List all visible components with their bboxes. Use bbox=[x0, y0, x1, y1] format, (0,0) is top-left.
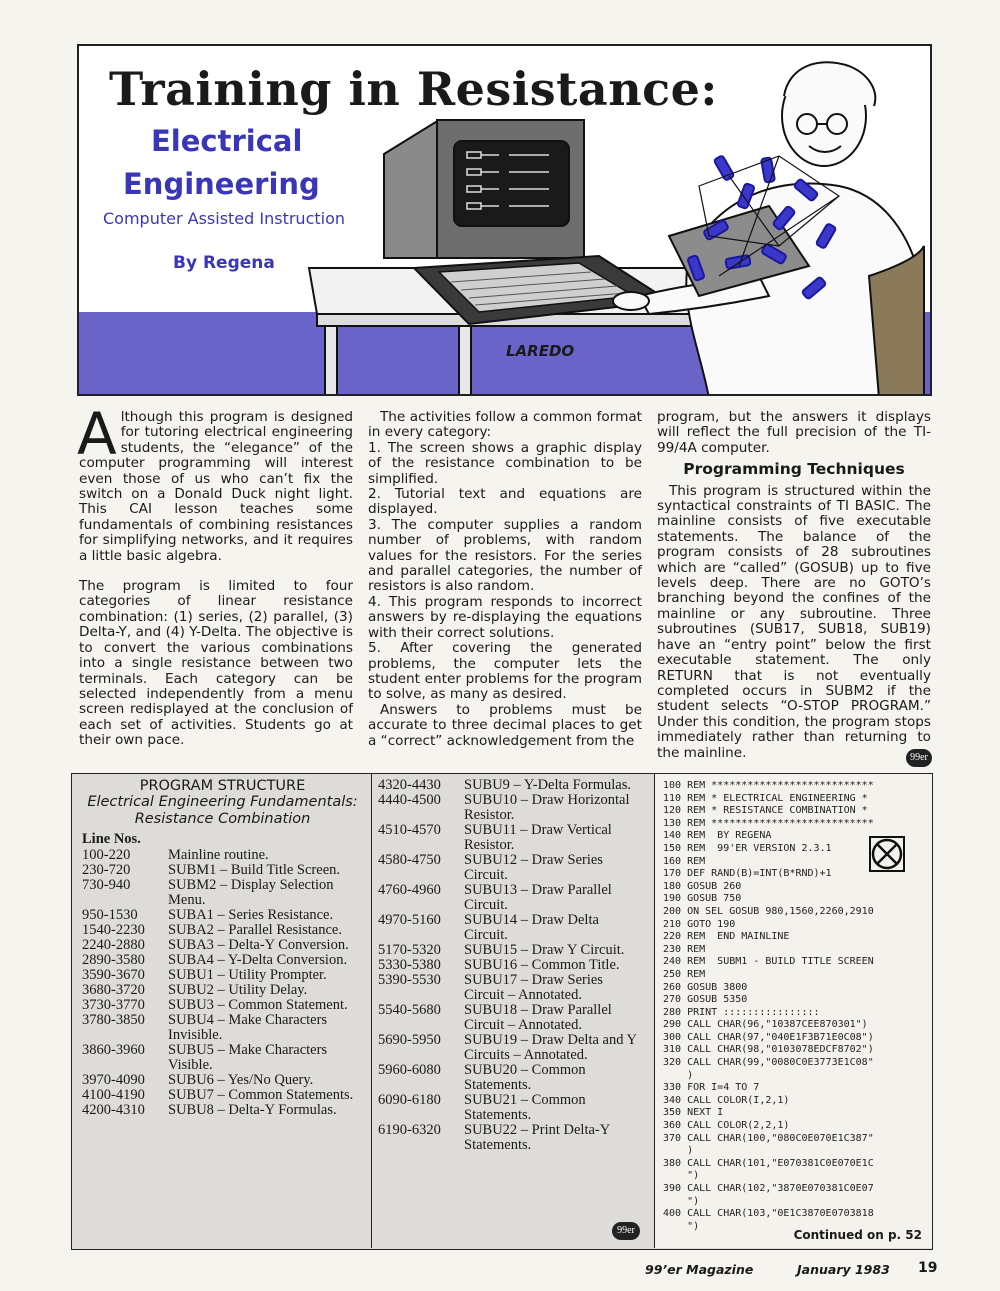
structure-row bbox=[378, 883, 646, 913]
routine-description: SUBU6 – Yes/No Query. bbox=[168, 1072, 314, 1088]
routine-description: SUBU16 – Common Title. bbox=[464, 957, 620, 973]
structure-row bbox=[378, 1063, 646, 1093]
structure-rows-left bbox=[82, 848, 363, 1118]
routine-description: SUBU21 – Common Statements. bbox=[464, 1092, 586, 1123]
paragraph: Answers to problems must be accurate to three decimal places to get a “correct” acknowledgement from the bbox=[368, 701, 642, 749]
routine-description: SUBU18 – Draw Parallel Circuit – Annotated. bbox=[464, 1002, 612, 1033]
dropcap: A bbox=[77, 400, 117, 468]
routine-description: SUBU15 – Draw Y Circuit. bbox=[464, 942, 625, 958]
structure-row bbox=[378, 973, 646, 1003]
routine-description: SUBU13 – Draw Parallel Circuit. bbox=[464, 882, 612, 913]
line-range: 3680-3720 bbox=[82, 982, 145, 998]
routine-description: SUBM1 – Build Title Screen. bbox=[168, 862, 341, 878]
line-range: 230-720 bbox=[82, 862, 131, 878]
routine-description: SUBU1 – Utility Prompter. bbox=[168, 967, 327, 983]
line-range: 4580-4750 bbox=[378, 852, 441, 868]
structure-row bbox=[378, 943, 646, 958]
subtitle-electrical: Electrical bbox=[151, 124, 303, 158]
routine-description: SUBA3 – Delta-Y Conversion. bbox=[168, 937, 349, 953]
structure-row bbox=[378, 1123, 646, 1153]
structure-rows-right bbox=[378, 778, 646, 1153]
routine-description: SUBU7 – Common Statements. bbox=[168, 1087, 354, 1103]
routine-description: SUBU9 – Y-Delta Formulas. bbox=[464, 777, 632, 793]
header-banner bbox=[77, 44, 932, 396]
paragraph-text: lthough this program is designed for tutoring electrical engineering students, the “elegance” of the computer programming will interest even those of us who can’t fix the switch on a Donald Duck night light. This CAI lesson teaches some fundamentals of combining resistances for simplifying networks, and it requires a little basic algebra. bbox=[79, 409, 353, 564]
magazine-logo: 99er bbox=[612, 1222, 640, 1240]
paragraph: The program is limited to four categories of linear resistance combination: (1) series, (2) parallel, (3) Delta-Y, and (4) Y-Delta. The objective is to convert the various combinations into a single resistance between two terminals. Each category can be selected independently from a menu screen redisplayed at the conclusion of each set of activities. Students go at their own pace. bbox=[79, 578, 353, 749]
structure-row bbox=[82, 1073, 363, 1088]
structure-row bbox=[82, 1103, 363, 1118]
line-range: 3780-3850 bbox=[82, 1012, 145, 1028]
code-text: 100 REM *************************** 110 REM * ELECTRICAL ENGINEERING * 120 REM * RESISTANCE COMBINATION * 130 REM *************************** 140 REM BY REGENA 150 REM 99'ER VERSION 2.3.1 160 REM 170 DEF RAND(B)=INT(B*RND)+1 180 GOSUB 260 190 GOSUB 750 200 ON SEL GOSUB 980,1560,2260,2910 210 GOTO 190 220 REM END MAINLINE 230 REM 240 REM SUBM1 - BUILD TITLE SCREEN 250 REM 260 GOSUB 3800 270 GOSUB 5350 280 PRINT :::::::::::::::: 290 CALL CHAR(96,"10387CEE870301") 300 CALL CHAR(97,"040E1F3B71E0C08") 310 CALL CHAR(98,"0103078EDCF8702") 320 CALL CHAR(99,"0080C0E3773E1C08" ) 330 FOR I=4 TO 7 340 CALL COLOR(I,2,1) 350 NEXT I 360 CALL COLOR(2,2,1) 370 CALL CHAR(100,"080C0E070E1C387" ) 380 CALL CHAR(101,"E070381C0E070E1C ") 390 CALL CHAR(102,"3870E070381C0E07 ") 400 CALL CHAR(103,"0E1C3870E0703818 ") bbox=[663, 780, 874, 1232]
structure-row bbox=[82, 878, 363, 908]
structure-row bbox=[82, 1088, 363, 1103]
line-range: 730-940 bbox=[82, 877, 131, 893]
line-range: 3970-4090 bbox=[82, 1072, 145, 1088]
byline: By Regena bbox=[173, 253, 275, 273]
structure-row bbox=[378, 1033, 646, 1063]
article-column-1 bbox=[77, 400, 353, 764]
program-structure-left bbox=[72, 774, 372, 1248]
article-column-2 bbox=[368, 410, 642, 749]
line-range: 4200-4310 bbox=[82, 1102, 145, 1118]
line-nos-header: Line Nos. bbox=[82, 831, 141, 847]
structure-row bbox=[378, 793, 646, 823]
routine-description: SUBU4 – Make Characters Invisible. bbox=[168, 1012, 328, 1043]
program-structure-right bbox=[372, 774, 655, 1248]
line-range: 3590-3670 bbox=[82, 967, 145, 983]
code-listing bbox=[655, 774, 932, 1248]
line-range: 100-220 bbox=[82, 847, 131, 863]
line-range: 5170-5320 bbox=[378, 942, 441, 958]
routine-description: SUBU19 – Draw Delta and Y Circuits – Annotated. bbox=[464, 1032, 637, 1063]
structure-row bbox=[82, 998, 363, 1013]
line-range: 3860-3960 bbox=[82, 1042, 145, 1058]
paragraph: This program is structured within the syntactical constraints of TI BASIC. The mainline consists of five executable statements. The balance of the program consists of 28 subroutines which are “called” (GOSUB) up to five levels deep. There are no GOTO’s branching beyond the confines of the mainline or any subroutine. Three subroutines (SUB17, SUB18, SUB19) have an “entry point” below the first executable statement. The only RETURN that is not eventually completed occurs in SUBM2 if the student selects “O-STOP PROGRAM.” Under this condition, the program stops immediately rather than returning to the mainline. bbox=[657, 482, 931, 761]
line-range: 5690-5950 bbox=[378, 1032, 441, 1048]
page-title: Training in Resistance: bbox=[109, 62, 718, 116]
routine-description: SUBU3 – Common Statement. bbox=[168, 997, 348, 1013]
line-range: 4440-4500 bbox=[378, 792, 441, 808]
list-item: 3. The computer supplies a random number of problems, with random values for the resistors. For the series and parallel categories, the number of resistors is also random. bbox=[368, 516, 642, 595]
end-mark-logo: 99er bbox=[906, 749, 932, 767]
line-range: 3730-3770 bbox=[82, 997, 145, 1013]
footer-magazine: 99’er Magazine bbox=[645, 1262, 754, 1277]
program-structure-subtitle: Electrical Engineering Fundamentals: Resistance Combination bbox=[87, 794, 358, 827]
routine-description: SUBU10 – Draw Horizontal Resistor. bbox=[464, 792, 630, 823]
structure-row bbox=[82, 968, 363, 983]
line-range: 4760-4960 bbox=[378, 882, 441, 898]
structure-row bbox=[378, 823, 646, 853]
list-item: 4. This program responds to incorrect answers by re-displaying the equations with their correct solutions. bbox=[368, 593, 642, 641]
routine-description: SUBU8 – Delta-Y Formulas. bbox=[168, 1102, 337, 1118]
structure-row bbox=[82, 908, 363, 923]
line-range: 2890-3580 bbox=[82, 952, 145, 968]
list-item: 2. Tutorial text and equations are displayed. bbox=[368, 486, 642, 518]
paragraph: The activities follow a common format in every category: bbox=[368, 409, 642, 441]
structure-row bbox=[378, 958, 646, 973]
structure-row bbox=[378, 1003, 646, 1033]
program-structure-title: PROGRAM STRUCTURE bbox=[139, 778, 306, 794]
structure-row bbox=[378, 913, 646, 943]
line-range: 4510-4570 bbox=[378, 822, 441, 838]
article-column-3 bbox=[657, 410, 931, 776]
routine-description: SUBA2 – Parallel Resistance. bbox=[168, 922, 342, 938]
list-item: 5. After covering the generated problems, the computer lets the student enter problems for the program to solve, as many as desired. bbox=[368, 640, 642, 703]
routine-description: SUBU5 – Make Characters Visible. bbox=[168, 1042, 328, 1073]
line-range: 4320-4430 bbox=[378, 777, 441, 793]
line-range: 1540-2230 bbox=[82, 922, 145, 938]
routine-description: SUBU12 – Draw Series Circuit. bbox=[464, 852, 603, 883]
routine-description: SUBU17 – Draw Series Circuit – Annotated. bbox=[464, 972, 603, 1003]
routine-description: SUBA4 – Y-Delta Conversion. bbox=[168, 952, 348, 968]
line-range: 6090-6180 bbox=[378, 1092, 441, 1108]
paragraph: program, but the answers it displays will reflect the full precision of the TI-99/4A computer. bbox=[657, 409, 931, 456]
routine-description: SUBM2 – Display Selection Menu. bbox=[168, 877, 334, 908]
line-range: 6190-6320 bbox=[378, 1122, 441, 1138]
line-range: 2240-2880 bbox=[82, 937, 145, 953]
routine-description: Mainline routine. bbox=[168, 847, 269, 863]
structure-row bbox=[82, 848, 363, 863]
structure-row bbox=[82, 938, 363, 953]
line-range: 950-1530 bbox=[82, 907, 138, 923]
line-range: 4100-4190 bbox=[82, 1087, 145, 1103]
page-number: 19 bbox=[918, 1260, 938, 1276]
paragraph bbox=[77, 400, 353, 564]
routine-description: SUBU20 – Common Statements. bbox=[464, 1062, 586, 1093]
line-range: 5390-5530 bbox=[378, 972, 441, 988]
list-item: 1. The screen shows a graphic display of the resistance combination to be simplified. bbox=[368, 439, 642, 487]
structure-row bbox=[82, 1043, 363, 1073]
structure-row bbox=[378, 778, 646, 793]
structure-row bbox=[82, 863, 363, 878]
line-range: 4970-5160 bbox=[378, 912, 441, 928]
structure-row bbox=[82, 923, 363, 938]
routine-description: SUBA1 – Series Resistance. bbox=[168, 907, 334, 923]
subtitle-cai: Computer Assisted Instruction bbox=[103, 209, 346, 228]
routine-description: SUBU2 – Utility Delay. bbox=[168, 982, 308, 998]
sidebar-box bbox=[71, 773, 933, 1250]
structure-row bbox=[378, 1093, 646, 1123]
routine-description: SUBU14 – Draw Delta Circuit. bbox=[464, 912, 599, 943]
routine-description: SUBU11 – Draw Vertical Resistor. bbox=[464, 822, 612, 853]
no-entry-icon bbox=[867, 834, 907, 874]
section-heading: Programming Techniques bbox=[683, 460, 905, 479]
structure-row bbox=[378, 853, 646, 883]
line-range: 5960-6080 bbox=[378, 1062, 441, 1078]
structure-row bbox=[82, 953, 363, 968]
structure-row bbox=[82, 983, 363, 998]
subtitle-engineering: Engineering bbox=[123, 167, 320, 201]
routine-description: SUBU22 – Print Delta-Y Statements. bbox=[464, 1122, 610, 1153]
artist-signature: LAREDO bbox=[506, 342, 575, 360]
line-range: 5540-5680 bbox=[378, 1002, 441, 1018]
footer-date: January 1983 bbox=[797, 1262, 890, 1277]
structure-row bbox=[82, 1013, 363, 1043]
continued-note: Continued on p. 52 bbox=[793, 1228, 922, 1242]
line-range: 5330-5380 bbox=[378, 957, 441, 973]
